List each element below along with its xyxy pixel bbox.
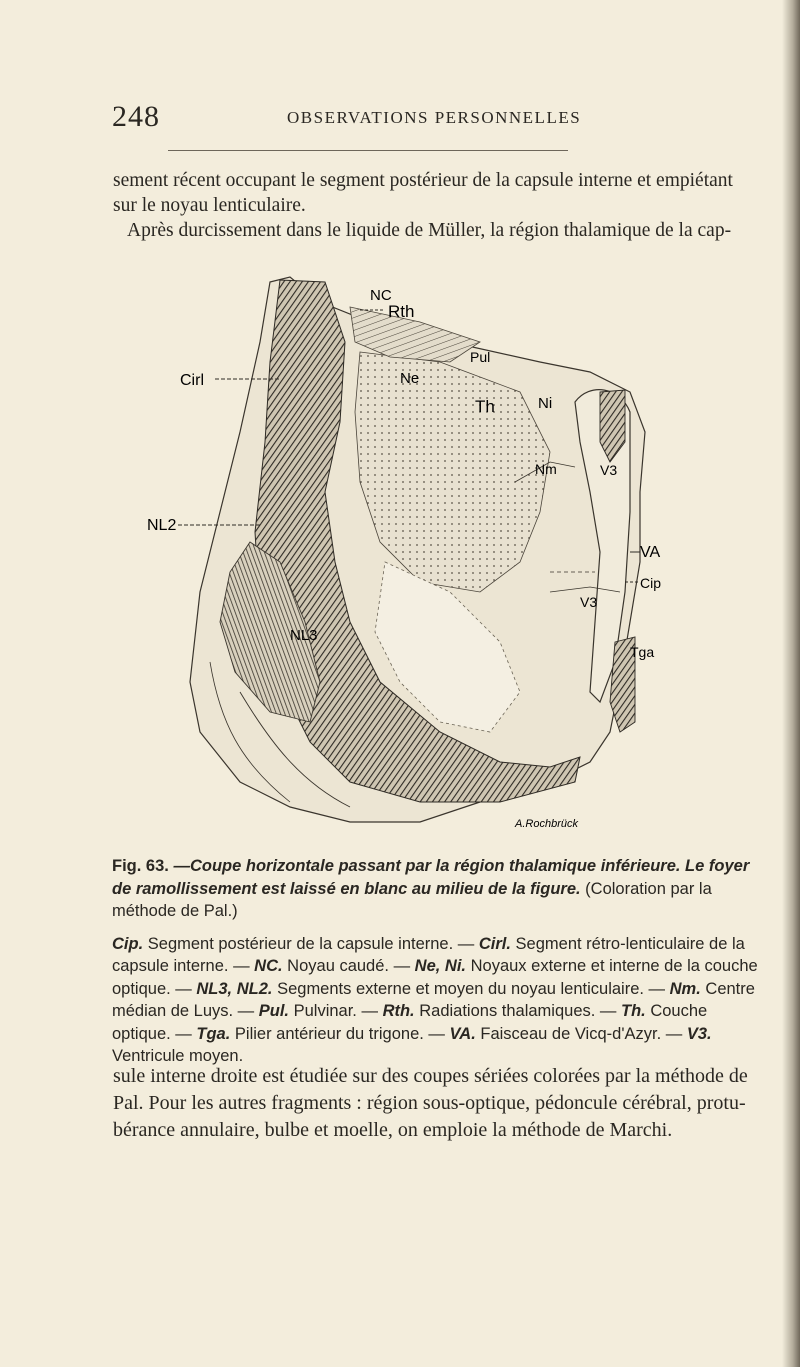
legend-text: Pilier antérieur du trigone. — (230, 1024, 450, 1043)
legend-text: Segment postérieur de la capsule interne. — (143, 934, 479, 953)
page-edge-shadow (782, 0, 800, 1367)
label-nm: Nm (535, 461, 557, 477)
caption-title-text: —Coupe horizontale passant par la région thalamique inférieure. Le foyer de ramollissement est laissé en blanc au milieu de la figure. (112, 857, 750, 898)
legend-abbr: NL3, NL2. (196, 979, 273, 998)
label-pul: Pul (470, 349, 491, 365)
label-cirl: Cirl (180, 372, 204, 389)
label-va: VA (640, 544, 661, 561)
legend-abbr: Pul. (258, 1002, 290, 1020)
text-line: Après durcissement dans le liquide de Müller, la région thalamique de la cap- (127, 220, 732, 241)
text-line: sule interne droite est étudiée sur des coupes sériées colorées par la méthode de (113, 1065, 748, 1087)
legend-abbr: VA. (449, 1024, 476, 1043)
legend-text: Faisceau de Vicq-d'Azyr. — (475, 1024, 687, 1043)
figure-number: Fig. 63. (112, 857, 169, 875)
caption-method: (Coloration par la méthode de Pal.) (112, 879, 712, 920)
brain-section-illustration (120, 262, 760, 832)
page-number: 248 (112, 100, 160, 133)
legend-text: Pulvinar. — (289, 1002, 383, 1020)
brain-section-figure (120, 262, 760, 832)
bottom-paragraph (113, 1063, 763, 1144)
label-nl2: NL2 (147, 517, 177, 534)
legend-abbr: V3. (686, 1024, 712, 1043)
top-paragraph (113, 168, 763, 243)
header-rule (168, 150, 568, 151)
legend-text: Radiations thalamiques. — (414, 1002, 621, 1020)
page-header (112, 100, 762, 140)
legend-abbr: Cirl. (478, 934, 511, 953)
legend-abbr: Cip. (112, 934, 144, 953)
text-line: sur le noyau lenticulaire. (113, 195, 306, 216)
legend-text: Ventricule moyen. (112, 1047, 244, 1065)
label-nl3: NL3 (290, 627, 318, 644)
text-line: Pal. Pour les autres fragments : région sous-optique, pédoncule cérébral, protu- (113, 1092, 746, 1114)
label-th: Th (475, 397, 495, 416)
legend-text: Segments externe et moyen du noyau lenticulaire. — (272, 979, 670, 998)
label-v3-upper: V3 (600, 462, 618, 478)
legend-text: Segment rétro-lenticulaire de la capsule interne. — (112, 934, 745, 975)
label-nc: NC (370, 287, 392, 304)
running-head: OBSERVATIONS PERSONNELLES (287, 108, 582, 127)
figure-caption (112, 855, 762, 1068)
label-v3-lower: V3 (580, 594, 598, 610)
legend-text: Centre médian de Luys. — (112, 979, 755, 1020)
legend-abbr: Th. (621, 1002, 646, 1020)
legend-abbr: Tga. (196, 1024, 231, 1043)
text-line: sement récent occupant le segment postérieur de la capsule interne et empiétant (113, 170, 733, 191)
caption-legend (112, 933, 762, 1068)
label-rth: Rth (388, 302, 415, 321)
legend-abbr: NC. (254, 957, 283, 975)
label-cip: Cip (640, 575, 662, 591)
caption-title (112, 855, 762, 923)
artist-signature: A.Rochbrück (515, 818, 578, 830)
legend-text: Couche optique. — (112, 1002, 708, 1043)
legend-abbr: Rth. (382, 1002, 415, 1020)
label-ni: Ni (538, 395, 553, 412)
label-tga: Tga (630, 644, 655, 660)
legend-text: Noyaux externe et interne de la couche optique. — (112, 957, 758, 998)
label-ne: Ne (400, 370, 420, 387)
text-line: bérance annulaire, bulbe et moelle, on emploie la méthode de Marchi. (113, 1119, 673, 1141)
legend-text: Noyau caudé. — (282, 957, 415, 975)
legend-abbr: Nm. (669, 979, 701, 998)
legend-abbr: Ne, Ni. (414, 957, 467, 975)
